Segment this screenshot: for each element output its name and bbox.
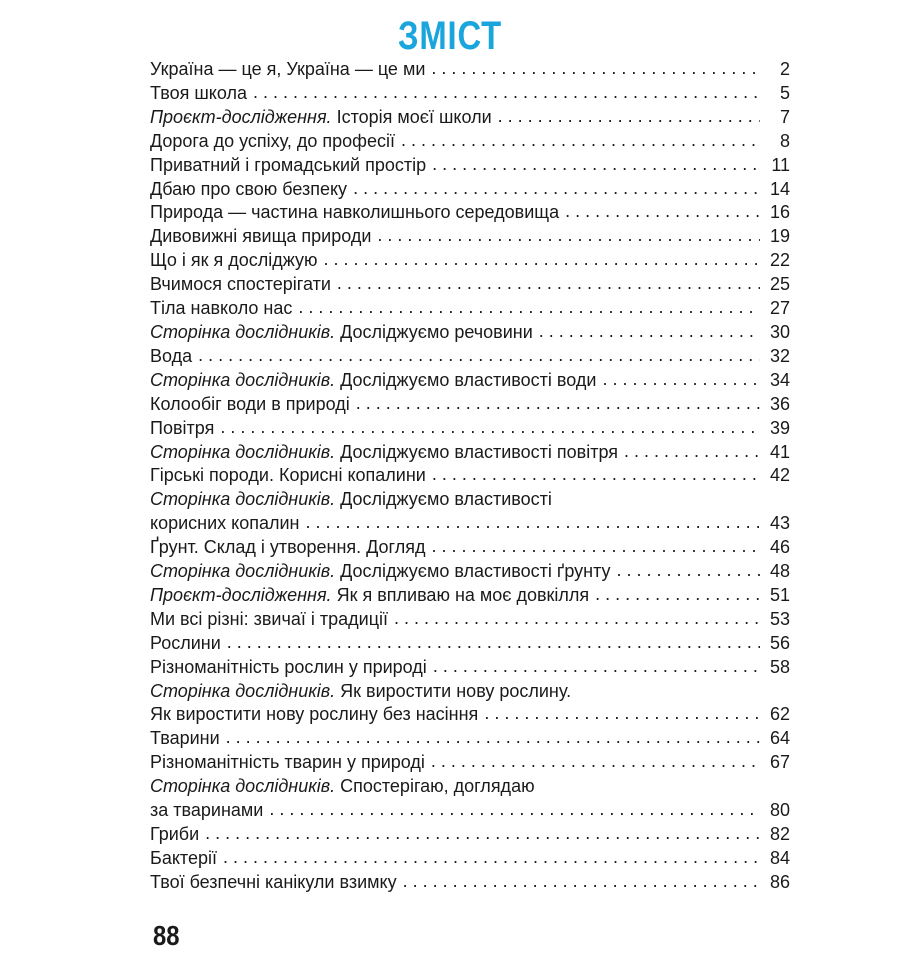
toc-entry-line [150, 536, 790, 560]
toc-entry-title [150, 488, 552, 512]
toc-entry-line [150, 82, 790, 106]
toc-entry-section-label: Сторінка дослідників. [150, 441, 336, 462]
toc-entry [150, 393, 790, 417]
toc-entry-line [150, 847, 790, 871]
dot-leader [356, 392, 760, 416]
toc-entry [150, 536, 790, 560]
dot-leader [403, 870, 760, 894]
dot-leader [269, 798, 760, 822]
dot-leader [220, 416, 760, 440]
toc-entry-line [150, 273, 790, 297]
toc-entry-title [150, 727, 220, 751]
toc-entry-line [150, 512, 790, 536]
toc-entry-line [150, 225, 790, 249]
toc-entry-title [150, 249, 318, 273]
toc-entry-line [150, 823, 790, 847]
toc-entry-line [150, 727, 790, 751]
toc-entry-page: 56 [769, 632, 790, 653]
toc-entry [150, 823, 790, 847]
toc-entry [150, 321, 790, 345]
toc-entry-page: 86 [769, 871, 790, 892]
toc-entry-line [150, 632, 790, 656]
dot-leader [223, 846, 760, 870]
toc-entry-page: 34 [769, 369, 790, 390]
toc-entry-text: Як виростити нову рослину без насіння [150, 704, 479, 725]
toc-entry-page: 41 [769, 441, 790, 462]
toc-entry-section-label: Сторінка дослідників. [150, 369, 336, 390]
toc-entry-page: 82 [769, 824, 790, 844]
toc-entry [150, 656, 790, 680]
toc-entry-title [150, 393, 350, 417]
table-of-contents [150, 58, 790, 895]
dot-leader [306, 511, 761, 535]
toc-entry-text: Як я впливаю на моє довкілля [336, 584, 590, 605]
toc-entry-text: Тварини [150, 728, 220, 749]
toc-entry-title [150, 82, 247, 106]
toc-entry-page: 30 [769, 321, 790, 342]
toc-entry-title [150, 847, 217, 871]
toc-entry-text: Твоя школа [150, 82, 247, 103]
toc-entry-line [150, 106, 790, 130]
toc-entry-title [150, 345, 192, 369]
toc-entry-text: Приватний і громадський простір [150, 154, 427, 175]
toc-entry-text: Різноманітність рослин у природі [150, 656, 427, 677]
toc-entry [150, 345, 790, 369]
dot-leader [227, 631, 760, 655]
toc-entry [150, 560, 790, 584]
toc-entry-line [150, 488, 790, 512]
toc-entry-text: корисних копалин [150, 513, 300, 534]
toc-entry-page: 5 [779, 82, 790, 103]
toc-entry-text: Дбаю про свою безпеку [150, 178, 348, 199]
dot-leader [539, 320, 760, 344]
toc-entry-page: 14 [769, 178, 790, 199]
toc-entry-text: Природа — частина навколишнього середовища [150, 202, 560, 223]
toc-entry-page: 25 [769, 274, 790, 295]
toc-entry-title [150, 58, 425, 82]
toc-entry [150, 273, 790, 297]
toc-entry-text: Дивовижні явища природи [150, 226, 372, 247]
dot-leader [253, 81, 760, 105]
dot-leader [498, 105, 760, 129]
toc-entry-line [150, 680, 790, 704]
dot-leader [298, 296, 760, 320]
toc-entry [150, 225, 790, 249]
toc-entry-text: Досліджуємо властивості повітря [340, 441, 619, 462]
toc-entry [150, 201, 790, 225]
toc-entry-line [150, 369, 790, 393]
toc-entry-title [150, 871, 397, 895]
dot-leader [595, 583, 760, 607]
toc-entry-text: Ґрунт. Склад і утворення. Догляд [150, 537, 426, 558]
toc-entry-text: за тваринами [150, 800, 264, 821]
toc-entry-title [150, 417, 214, 441]
toc-entry-section-label: Сторінка дослідників. [150, 680, 336, 701]
toc-entry-title [150, 560, 611, 584]
toc-entry-line [150, 130, 790, 154]
dot-leader [432, 153, 760, 177]
toc-entry-text: Колообіг води в природі [150, 393, 350, 414]
toc-entry-title [150, 106, 492, 130]
dot-leader [484, 702, 760, 726]
toc-entry-section-label: Сторінка дослідників. [150, 321, 336, 342]
toc-entry-line [150, 297, 790, 321]
toc-entry-text: Ми всі різні: звичаї і традиції [150, 608, 389, 629]
toc-entry-title [150, 321, 533, 345]
toc-entry-line [150, 201, 790, 225]
toc-entry [150, 369, 790, 393]
toc-entry-title [150, 775, 535, 799]
toc-entry-line [150, 560, 790, 584]
toc-entry [150, 464, 790, 488]
toc-entry-text: Дорога до успіху, до професії [150, 130, 395, 151]
toc-entry-page: 42 [769, 465, 790, 486]
toc-entry [150, 751, 790, 775]
toc-entry-text: Досліджуємо властивості ґрунту [340, 561, 611, 582]
dot-leader [617, 559, 760, 583]
toc-entry-line [150, 345, 790, 369]
toc-entry-page: 8 [779, 130, 790, 151]
toc-entry-section-label: Сторінка дослідників. [150, 489, 336, 510]
toc-entry-line [150, 393, 790, 417]
toc-entry-line [150, 178, 790, 202]
toc-entry-line [150, 249, 790, 273]
toc-entry-text: Гірські породи. Корисні копалини [150, 465, 426, 486]
toc-entry [150, 488, 790, 536]
toc-entry-text: Україна — це я, Україна — це ми [150, 59, 426, 79]
toc-entry-page: 39 [769, 417, 790, 438]
toc-entry-page: 16 [769, 202, 790, 223]
toc-entry [150, 154, 790, 178]
dot-leader [431, 750, 760, 774]
toc-entry-line [150, 417, 790, 441]
toc-entry-title [150, 680, 571, 704]
toc-entry [150, 775, 790, 823]
toc-entry-page: 58 [769, 656, 790, 677]
toc-entry-title [150, 441, 618, 465]
toc-entry-page: 80 [769, 800, 790, 821]
toc-entry-title [150, 464, 426, 488]
toc-entry-text: Бактерії [150, 847, 217, 868]
toc-entry-title [150, 656, 427, 680]
toc-entry-line [150, 703, 790, 727]
dot-leader [624, 440, 760, 464]
toc-entry [150, 680, 790, 728]
toc-entry-title [150, 369, 596, 393]
toc-entry-title [150, 225, 371, 249]
toc-entry-line [150, 608, 790, 632]
dot-leader [377, 224, 760, 248]
toc-entry-page: 19 [769, 226, 790, 247]
toc-entry-text: Вчимося спостерігати [150, 274, 331, 295]
dot-leader [337, 272, 760, 296]
toc-entry-line [150, 775, 790, 799]
toc-entry-text: Спостерігаю, доглядаю [340, 776, 535, 797]
toc-entry-page: 27 [769, 298, 790, 319]
toc-entry-page: 53 [769, 608, 790, 629]
toc-entry-section-label: Сторінка дослідників. [150, 776, 336, 797]
toc-entry-title [150, 201, 559, 225]
toc-entry-section-label: Проєкт-дослідження. [150, 106, 332, 127]
toc-entry [150, 130, 790, 154]
toc-entry-section-label: Сторінка дослідників. [150, 561, 336, 582]
toc-entry-title [150, 751, 425, 775]
toc-entry-title [150, 178, 347, 202]
toc-entry-page: 84 [769, 847, 790, 868]
toc-entry-line [150, 584, 790, 608]
toc-entry [150, 178, 790, 202]
toc-entry-page: 7 [779, 106, 790, 127]
toc-entry-page: 62 [769, 704, 790, 725]
toc-entry-title [150, 632, 221, 656]
toc-entry-line [150, 751, 790, 775]
toc-entry-page: 46 [769, 537, 790, 558]
toc-entry-title [150, 273, 331, 297]
toc-entry [150, 417, 790, 441]
toc-entry-text: Гриби [150, 824, 200, 844]
toc-entry-text: Як виростити нову рослину. [340, 680, 572, 701]
dot-leader [198, 344, 760, 368]
toc-entry [150, 297, 790, 321]
toc-entry [150, 608, 790, 632]
toc-entry-page: 11 [771, 154, 790, 175]
dot-leader [353, 177, 760, 201]
toc-entry-text: Рослини [150, 632, 221, 653]
toc-entry-title [150, 536, 425, 560]
toc-entry-title [150, 608, 388, 632]
toc-entry-title [150, 154, 426, 178]
toc-entry [150, 847, 790, 871]
toc-entry-text: Різноманітність тварин у природі [150, 752, 425, 773]
toc-entry-title [150, 823, 199, 847]
dot-leader [226, 726, 760, 750]
toc-entry-text: Що і як я досліджую [150, 250, 318, 271]
dot-leader [431, 57, 760, 81]
dot-leader [324, 248, 760, 272]
toc-entry-section-label: Проєкт-дослідження. [150, 584, 332, 605]
toc-entry-line [150, 321, 790, 345]
toc-entry-line [150, 799, 790, 823]
dot-leader [565, 200, 760, 224]
toc-entry-page: 67 [769, 752, 790, 773]
toc-entry-line [150, 871, 790, 895]
toc-entry-text: Повітря [150, 417, 215, 438]
toc-entry-page: 51 [769, 584, 790, 605]
toc-entry [150, 441, 790, 465]
toc-entry-page: 22 [769, 250, 790, 271]
toc-entry-page: 48 [769, 561, 790, 582]
page-number: 88 [153, 920, 180, 951]
toc-entry [150, 82, 790, 106]
dot-leader [431, 535, 760, 559]
toc-entry-line [150, 441, 790, 465]
toc-entry-page: 2 [779, 59, 790, 79]
toc-entry-text: Досліджуємо властивості води [340, 369, 597, 390]
toc-entry-line [150, 58, 790, 82]
toc-entry-page: 32 [769, 345, 790, 366]
toc-entry-text: Тіла навколо нас [150, 298, 293, 319]
toc-entry-page: 36 [769, 393, 790, 414]
toc-entry-title [150, 584, 589, 608]
toc-entry-line [150, 464, 790, 488]
toc-entry [150, 58, 790, 82]
toc-entry-text: Твої безпечні канікули взимку [150, 871, 397, 892]
toc-entry [150, 632, 790, 656]
dot-leader [394, 607, 760, 631]
dot-leader [401, 129, 760, 153]
toc-entry-page: 43 [769, 513, 790, 534]
toc-entry [150, 106, 790, 130]
toc-entry-text: Історія моєї школи [336, 106, 492, 127]
toc-entry-page: 64 [769, 728, 790, 749]
toc-entry [150, 249, 790, 273]
page-title: ЗМІСТ [397, 14, 502, 58]
toc-entry-line [150, 656, 790, 680]
dot-leader [602, 368, 760, 392]
toc-entry-line [150, 154, 790, 178]
toc-entry-title [150, 130, 395, 154]
dot-leader [432, 463, 760, 487]
toc-entry-title [150, 297, 292, 321]
dot-leader [205, 822, 760, 846]
dot-leader [433, 655, 760, 679]
toc-entry-text: Досліджуємо властивості [340, 489, 552, 510]
toc-entry [150, 727, 790, 751]
toc-entry [150, 871, 790, 895]
toc-entry [150, 584, 790, 608]
toc-entry-text: Вода [150, 345, 193, 366]
toc-entry-text: Досліджуємо речовини [340, 321, 533, 342]
